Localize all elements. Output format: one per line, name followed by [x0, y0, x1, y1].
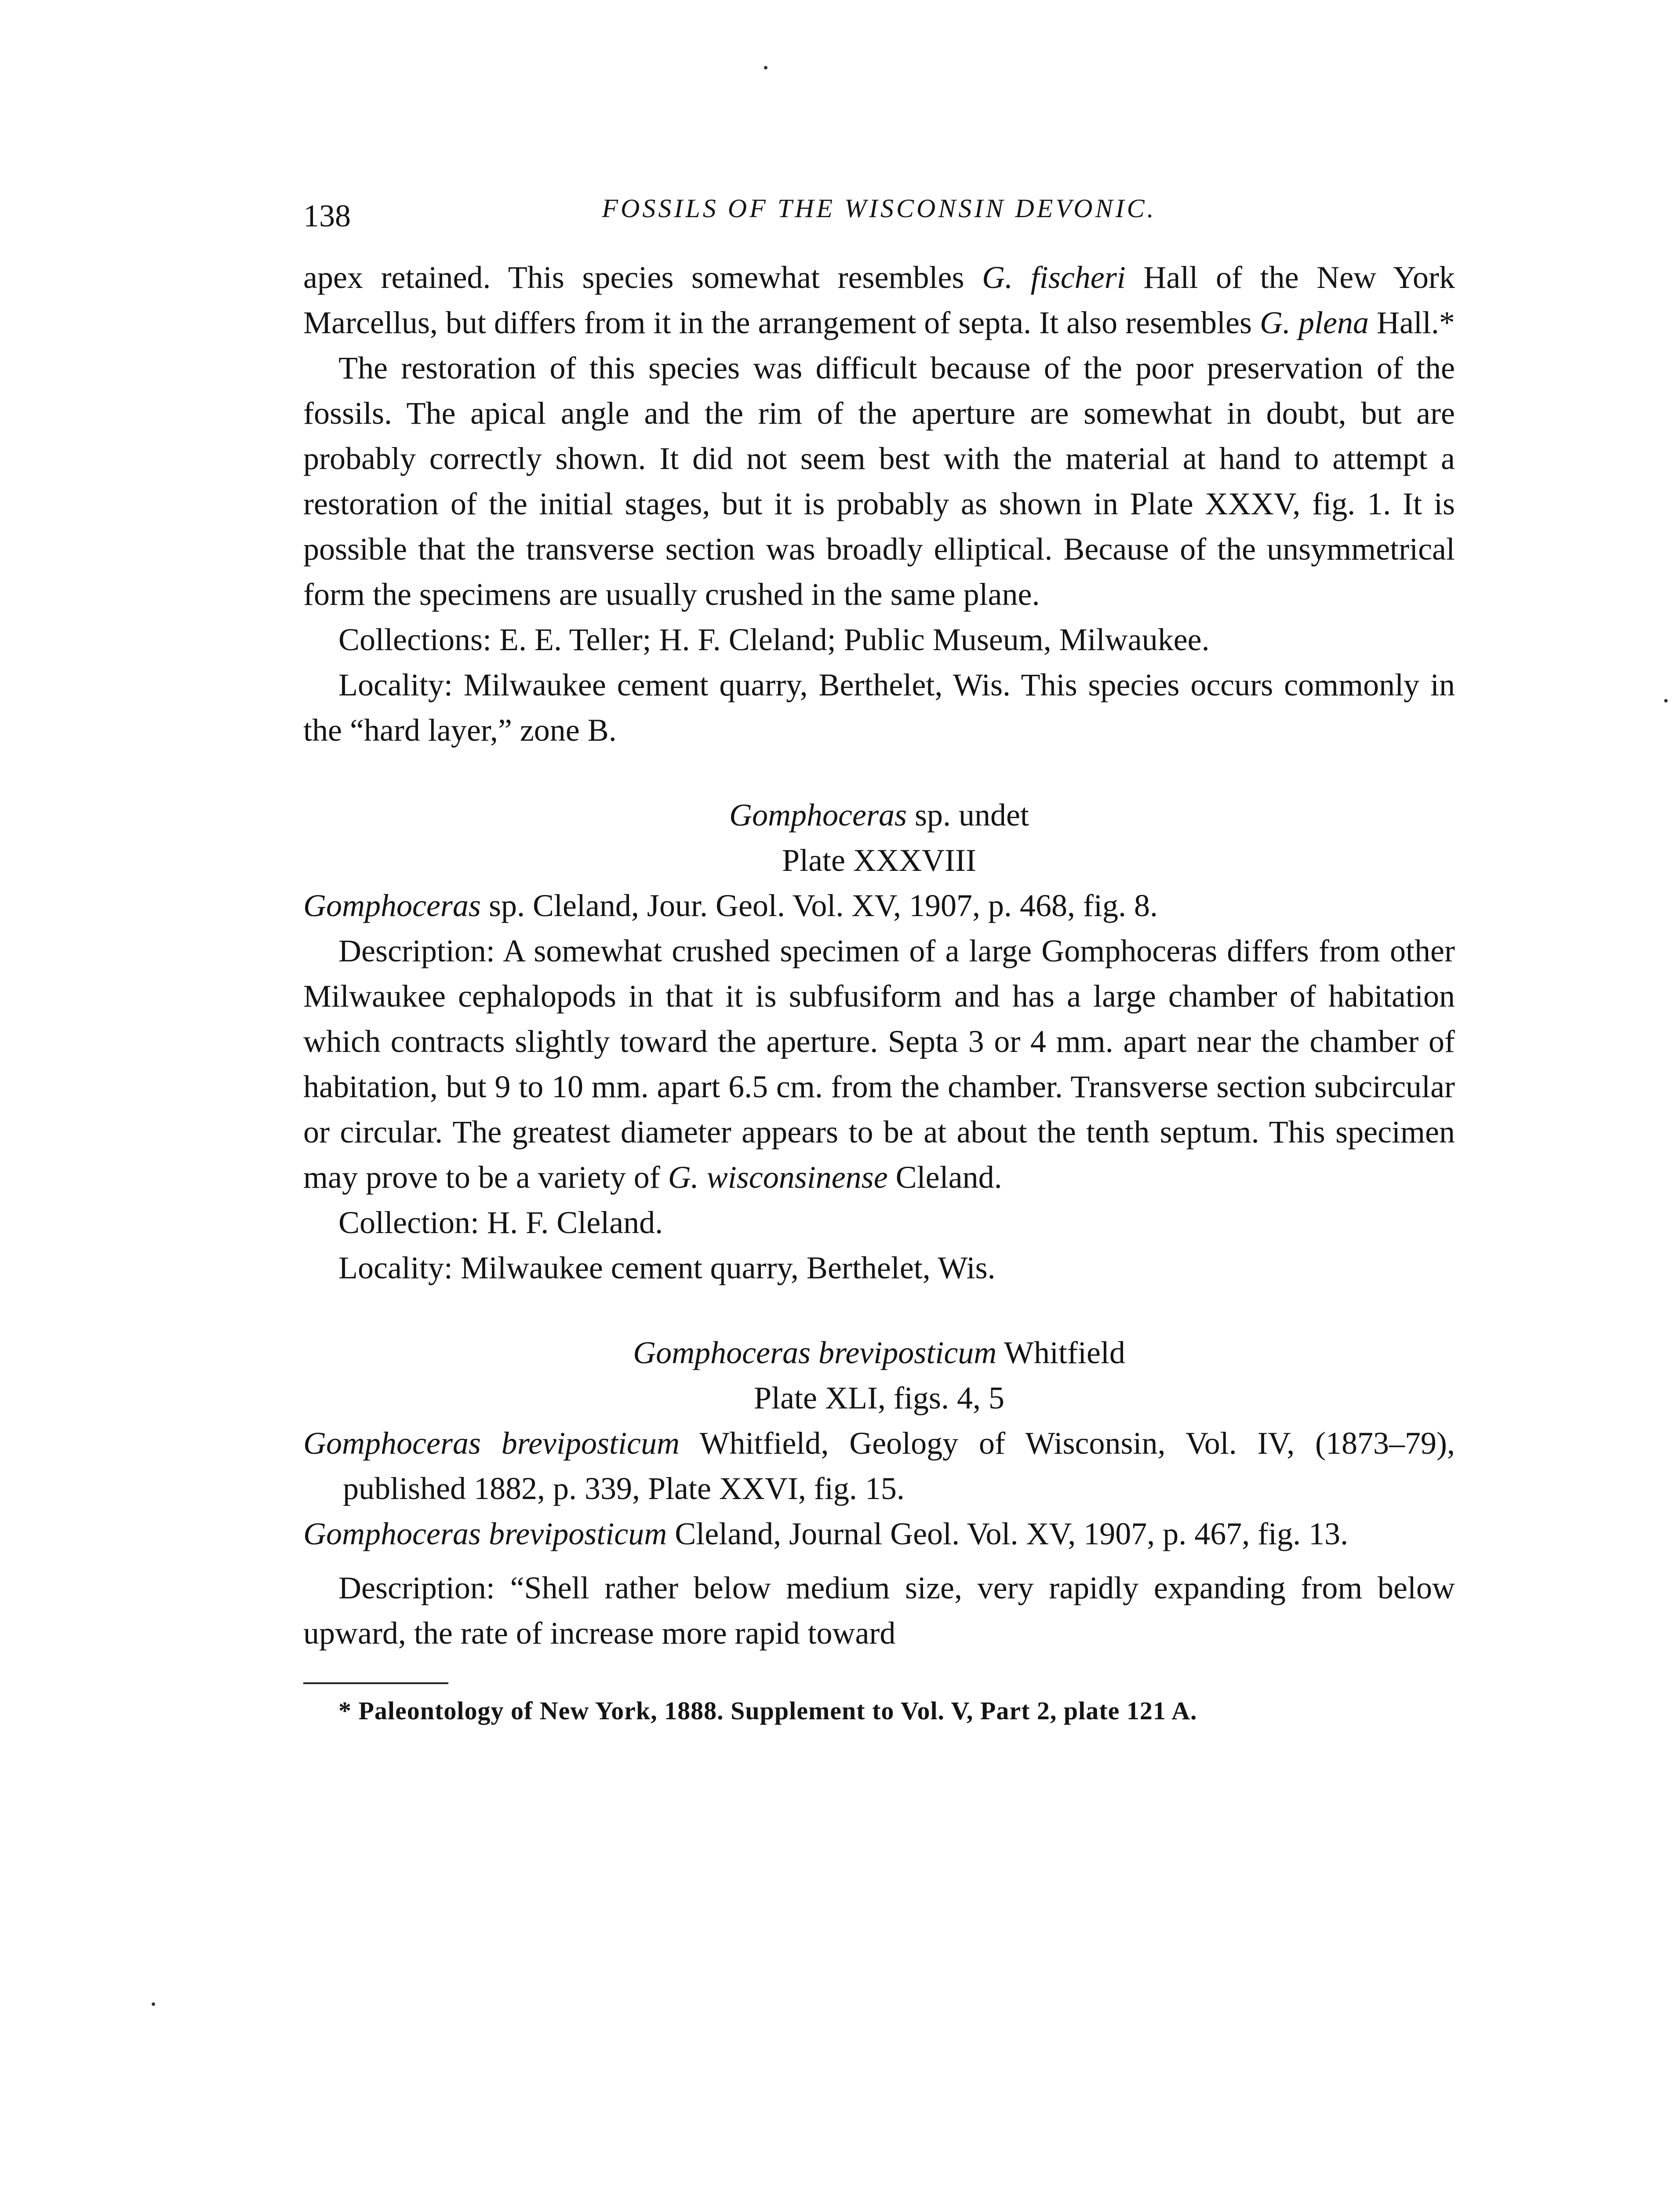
- text-run: sp. undet: [906, 797, 1029, 833]
- text-run: Cleland.: [887, 1160, 1002, 1195]
- species-name: Gomphoceras breviposticum: [303, 1426, 680, 1461]
- page-header: [303, 185, 1455, 233]
- text-run: Whitfield, Geology of Wisconsin, Vol. IV, (1873–79), published 1882, p. 339, Plate XXVI, fig. 15.: [343, 1426, 1455, 1506]
- footnote-divider: [303, 1682, 448, 1684]
- running-title: FOSSILS OF THE WISCONSIN DEVONIC.: [602, 194, 1156, 223]
- paragraph-restoration: The restoration of this species was difficult because of the poor preservation of the fossils. The apical angle and the rim of the aperture are somewhat in doubt, but are probably correctly shown. It did not seem best with the material at hand to attempt a restoration of the initial stages, but it is probably as shown in Plate XXXV, fig. 1. It is possible that the transverse section was broadly elliptical. Because of the unsymmetrical form the specimens are usually crushed in the same plane.: [303, 350, 1455, 612]
- plate-reference: Plate XXXVIII: [782, 843, 976, 878]
- species-heading: [303, 1330, 1455, 1376]
- description-paragraph: [303, 928, 1455, 1200]
- plate-reference: Plate XLI, figs. 4, 5: [754, 1380, 1004, 1416]
- synonymy-entry: [303, 1421, 1455, 1511]
- scan-speck: [1664, 699, 1668, 702]
- scan-speck: [152, 2002, 155, 2006]
- text-run: Whitfield: [996, 1335, 1125, 1370]
- footnote: * Paleontology of New York, 1888. Supplement to Vol. V, Part 2, plate 121 A.: [338, 1696, 1197, 1725]
- paragraph-apex-retained: [303, 255, 1455, 346]
- page-number: 138: [303, 198, 351, 233]
- text-run: apex retained. This species somewhat resembles: [303, 260, 982, 295]
- species-name: Gomphoceras breviposticum: [633, 1335, 997, 1370]
- species-heading: [303, 793, 1455, 838]
- species-name: G. plena: [1260, 305, 1369, 340]
- locality-line: Locality: Milwaukee cement quarry, Berthelet, Wis. This species occurs commonly in the “hard layer,” zone B.: [303, 667, 1455, 748]
- species-name: Gomphoceras: [729, 797, 907, 833]
- page: [303, 185, 1455, 1729]
- species-name: G. wisconsinense: [668, 1160, 888, 1195]
- text-run: Cleland, Journal Geol. Vol. XV, 1907, p. 467, fig. 13.: [667, 1516, 1349, 1551]
- text-run: sp. Cleland, Jour. Geol. Vol. XV, 1907, p. 468, fig. 8.: [480, 888, 1158, 923]
- synonymy-entry: [303, 883, 1455, 928]
- species-name: Gomphoceras: [303, 888, 481, 923]
- text-run: Description: A somewhat crushed specimen of a large Gomphoceras differs from other Milwaukee cephalopods in that it is subfusiform and has a large chamber of habitation which contracts slightly toward the aperture. Septa 3 or 4 mm. apart near the chamber of habitation, but 9 to 10 mm. apart 6.5 cm. from the chamber. Transverse section subcircular or circular. The greatest diameter appears to be at about the tenth septum. This specimen may prove to be a variety of: [303, 933, 1455, 1195]
- collection-line: Collection: H. F. Cleland.: [338, 1205, 663, 1240]
- synonymy-entry: [303, 1511, 1455, 1557]
- locality-line: Locality: Milwaukee cement quarry, Berthelet, Wis.: [338, 1250, 996, 1285]
- scan-speck: [764, 66, 767, 69]
- species-name: Gomphoceras breviposticum: [303, 1516, 667, 1551]
- description-paragraph: Description: “Shell rather below medium size, very rapidly expanding from below upward, the rate of increase more rapid toward: [303, 1570, 1455, 1651]
- species-name: G. fischeri: [982, 260, 1126, 295]
- text-run: Hall of the New York Marcellus, but differs from it in the arrangement of septa. It also resembles: [303, 260, 1455, 340]
- collections-line: Collections: E. E. Teller; H. F. Cleland; Public Museum, Milwaukee.: [338, 622, 1210, 657]
- text-run: Hall.*: [1368, 305, 1455, 340]
